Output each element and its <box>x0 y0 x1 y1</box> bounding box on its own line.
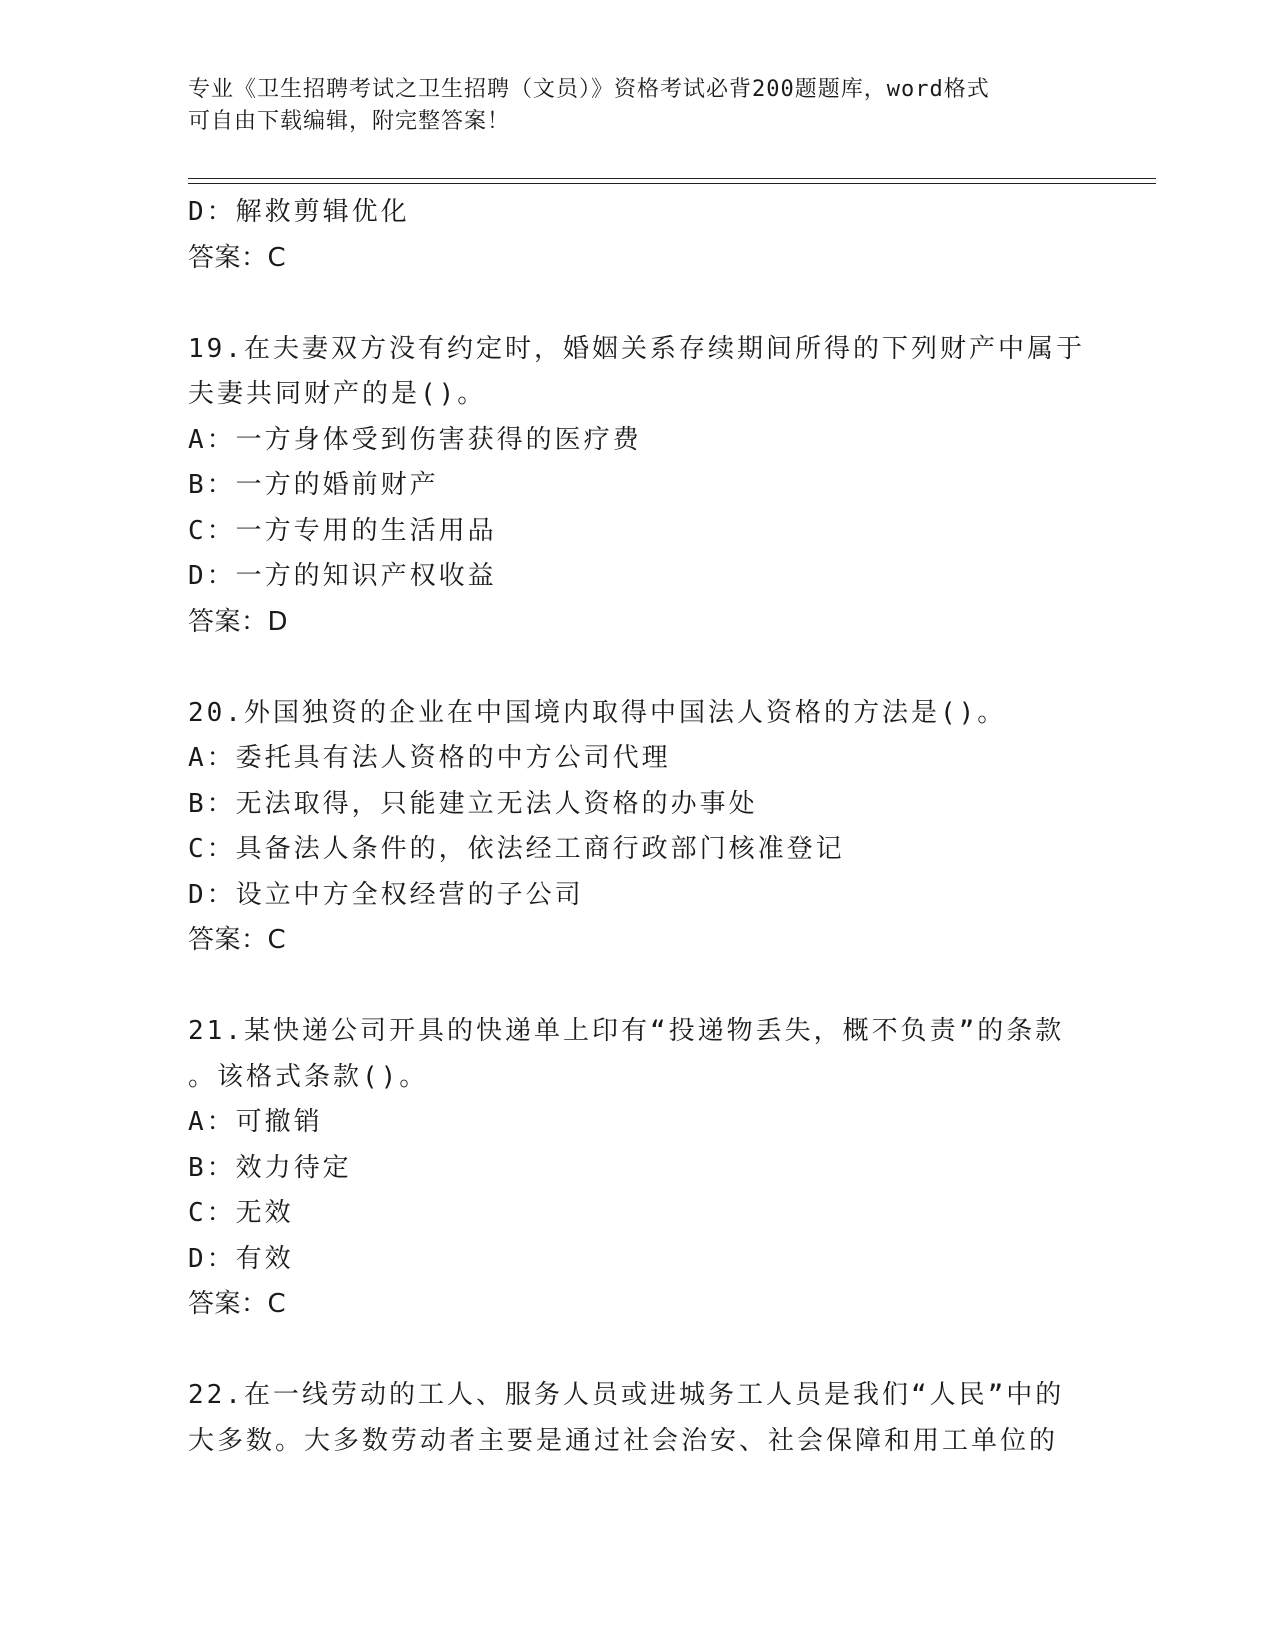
header-line-2: 可自由下载编辑，附完整答案！ <box>188 109 511 134</box>
question-stem-line: 大多数。大多数劳动者主要是通过社会治安、社会保障和用工单位的 <box>188 1425 1059 1456</box>
question-list <box>188 190 1108 1464</box>
question-21 <box>188 1009 1108 1328</box>
question-20 <box>188 691 1108 964</box>
prev-question-continuation <box>188 190 1108 281</box>
option-d: D：有效 <box>188 1243 294 1274</box>
answer-label: 答案：C <box>188 925 287 955</box>
option-b: B：效力待定 <box>188 1152 352 1183</box>
question-22 <box>188 1373 1108 1464</box>
question-stem-line: 22.在一线劳动的工人、服务人员或进城务工人员是我们“人民”中的 <box>188 1380 1065 1410</box>
answer-label: 答案：C <box>188 242 287 273</box>
question-stem-line: 21.某快递公司开具的快递单上印有“投递物丢失，概不负责”的条款 <box>188 1016 1065 1046</box>
question-stem-line: 。该格式条款()。 <box>188 1061 429 1092</box>
option-d: D：解救剪辑优化 <box>188 197 410 227</box>
option-c: C：无效 <box>188 1198 294 1228</box>
page-header <box>188 74 1088 138</box>
option-c: C：具备法人条件的，依法经工商行政部门核准登记 <box>188 834 845 864</box>
answer-label: 答案：D <box>188 606 289 637</box>
option-a: A：可撤销 <box>188 1107 323 1137</box>
option-b: B：无法取得，只能建立无法人资格的办事处 <box>188 788 758 819</box>
option-d: D：一方的知识产权收益 <box>188 561 497 591</box>
option-a: A：委托具有法人资格的中方公司代理 <box>188 743 671 773</box>
option-a: A：一方身体受到伤害获得的医疗费 <box>188 424 642 455</box>
header-line-1: 专业《卫生招聘考试之卫生招聘（文员）》资格考试必背200题题库，word格式 <box>188 77 990 102</box>
option-d: D：设立中方全权经营的子公司 <box>188 879 584 910</box>
answer-label: 答案：C <box>188 1289 287 1319</box>
question-stem-line: 20.外国独资的企业在中国境内取得中国法人资格的方法是()。 <box>188 697 1007 728</box>
header-divider-top <box>188 178 1156 179</box>
header-divider-bottom <box>188 183 1156 184</box>
question-19 <box>188 327 1108 646</box>
question-stem-line: 19.在夫妻双方没有约定时，婚姻关系存续期间所得的下列财产中属于 <box>188 333 1085 364</box>
question-stem-line: 夫妻共同财产的是()。 <box>188 379 487 409</box>
option-b: B：一方的婚前财产 <box>188 470 439 500</box>
option-c: C：一方专用的生活用品 <box>188 515 497 546</box>
